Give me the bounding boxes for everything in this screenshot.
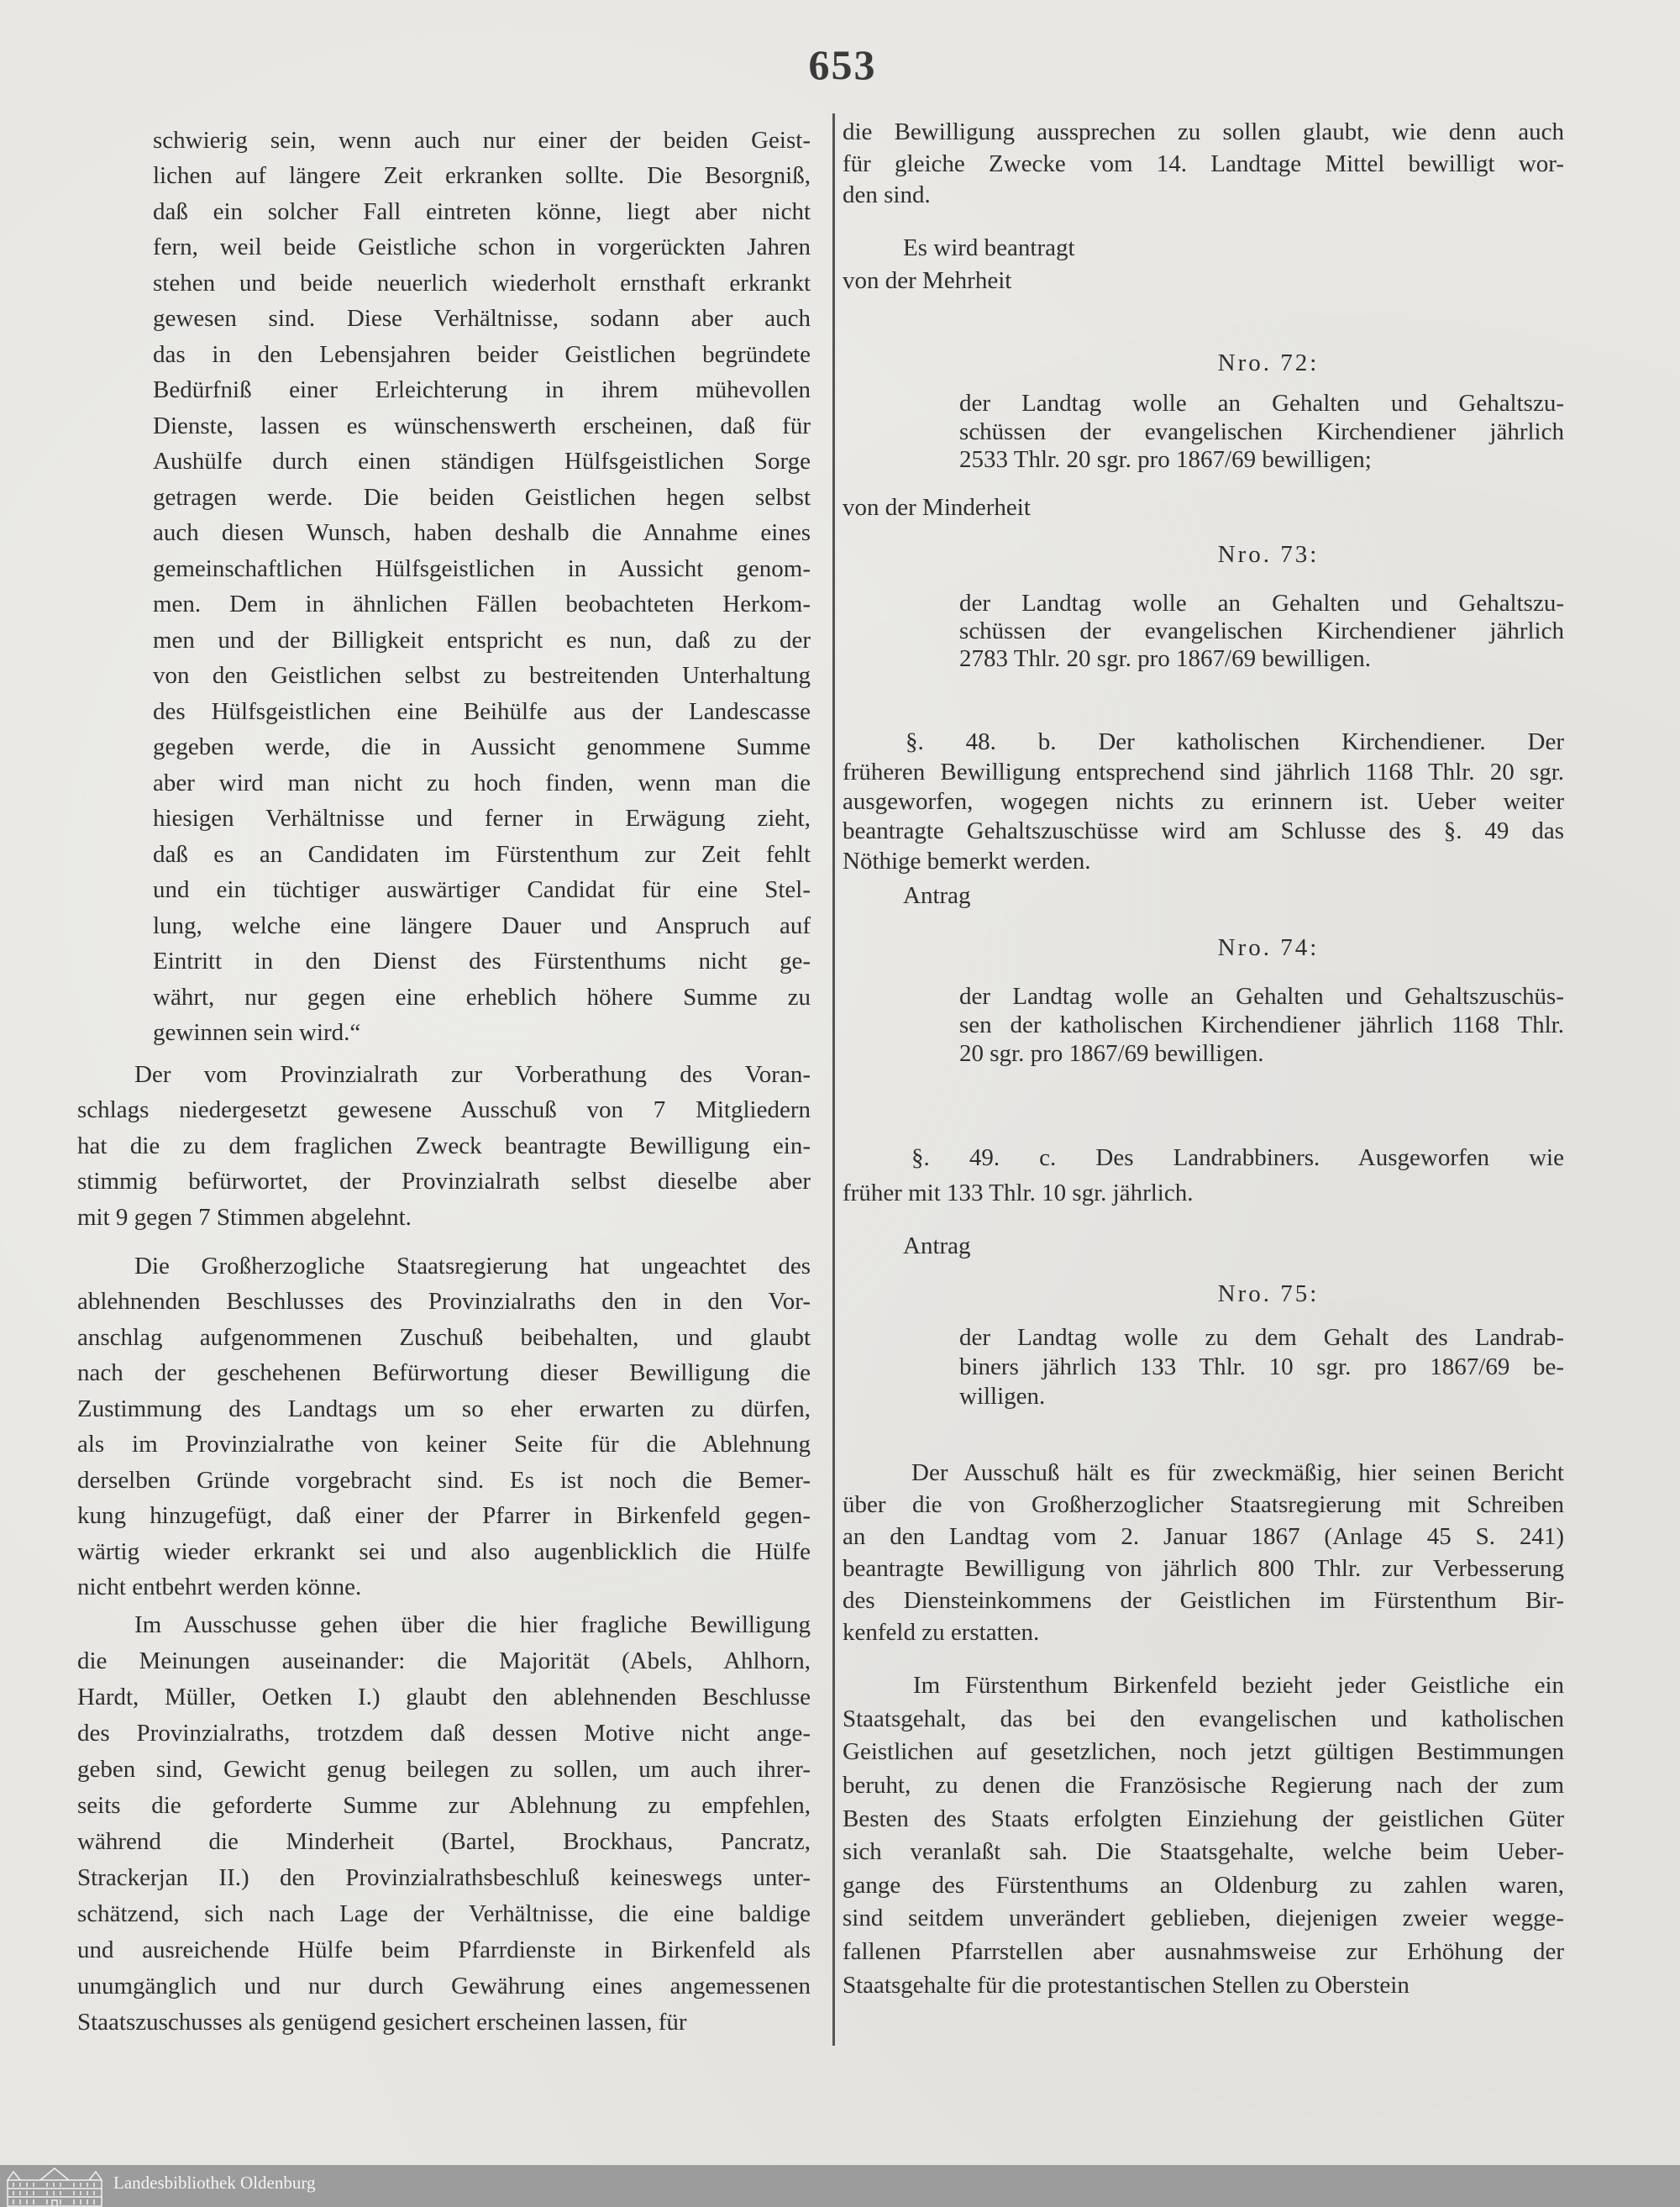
- section-label: [843, 265, 1431, 297]
- text-line: men und der Billigkeit entspricht es nun, daß zu der: [153, 626, 811, 654]
- motion-text: [959, 982, 1564, 1068]
- text-line: gange des Fürstenthums an Oldenburg zu zahlen waren,: [843, 1871, 1564, 1899]
- text-line: Staatsgehalte für die protestantischen Stellen zu Oberstein: [843, 1971, 1410, 1999]
- text-line: stehen und beide neuerlich wiederholt ernsthaft erkrankt: [153, 269, 811, 297]
- text-line: Strackerjan II.) den Provinzialrathsbeschluß keineswegs unter-: [77, 1863, 811, 1891]
- page-number: 653: [808, 41, 877, 88]
- text-line: Aushülfe durch einen ständigen Hülfsgeistlichen Sorge: [153, 448, 811, 476]
- text-line: des Hülfsgeistlichen eine Beihülfe aus der Landescasse: [153, 697, 811, 725]
- text-line: Staatsgehalt, das bei den evangelischen und katholischen: [843, 1705, 1564, 1732]
- text-line: während die Minderheit (Bartel, Brockhaus, Pancratz,: [77, 1827, 811, 1855]
- text-line: biners jährlich 133 Thlr. 10 sgr. pro 1867/69 be-: [959, 1353, 1564, 1380]
- paragraph: [77, 1248, 811, 1605]
- text-line: Antrag: [903, 882, 971, 909]
- text-line: aber wird man nicht zu hoch finden, wenn man die: [153, 769, 811, 796]
- text-line: geben sind, Gewicht genug beilegen zu sollen, um auch ihrer-: [77, 1755, 811, 1783]
- text-line: nach der geschehenen Befürwortung dieser Bewilligung die: [77, 1359, 811, 1387]
- text-line: Es wird beantragt: [903, 234, 1075, 261]
- text-line: ausgeworfen, wogegen nichts zu erinnern ist. Ueber weiter: [843, 787, 1564, 815]
- text-line: schüssen der evangelischen Kirchendiener jährlich: [959, 418, 1564, 445]
- text-line: Geistlichen auf gesetzlichen, noch jetzt gültigen Bestimmungen: [843, 1738, 1564, 1766]
- text-line: Hardt, Müller, Oetken I.) glaubt den ablehnenden Beschlusse: [77, 1683, 811, 1710]
- motion-number: [1159, 347, 1378, 379]
- text-line: von der Mehrheit: [843, 267, 1012, 294]
- text-line: beruht, zu denen die Französische Regierung nach der zum: [843, 1771, 1564, 1799]
- text-line: unumgänglich und nur durch Gewährung eines angemessenen: [77, 1972, 811, 1999]
- text-line: das in den Lebensjahren beider Geistlichen begründete: [153, 340, 811, 368]
- text-line: Eintritt in den Dienst des Fürstenthums nicht ge-: [153, 948, 811, 975]
- paragraph: [843, 1457, 1564, 1648]
- text-line: Nro. 75:: [1217, 1280, 1320, 1307]
- text-line: Nro. 72:: [1217, 349, 1320, 376]
- text-line: ablehnenden Beschlusses des Provinzialraths den in den Vor-: [77, 1288, 811, 1316]
- text-line: hat die zu dem fraglichen Zweck beantragte Bewilligung ein-: [77, 1132, 811, 1159]
- text-line: Die Großherzogliche Staatsregierung hat ungeachtet des: [134, 1252, 811, 1280]
- text-line: fallenen Pfarrstellen aber ausnahmsweise zur Erhöhung der: [843, 1937, 1564, 1965]
- text-line: beantragte Bewilligung von jährlich 800 Thlr. zur Verbesserung: [843, 1555, 1564, 1582]
- text-line: getragen werde. Die beiden Geistlichen hegen selbst: [153, 483, 811, 511]
- text-line: schätzend, sich nach Lage der Verhältnisse, die eine baldige: [77, 1900, 811, 1927]
- text-line: von den Geistlichen selbst zu bestreitenden Unterhaltung: [153, 662, 811, 690]
- text-line: lung, welche eine längere Dauer und Anspruch auf: [153, 912, 811, 939]
- paragraph: [843, 117, 1564, 212]
- text-line: §. 48. b. Der katholischen Kirchendiener. Der: [906, 728, 1564, 756]
- text-line: sen der katholischen Kirchendiener jährlich 1168 Thlr.: [959, 1012, 1564, 1038]
- text-line: Der vom Provinzialrath zur Vorberathung des Voran-: [134, 1060, 811, 1088]
- text-line: an den Landtag vom 2. Januar 1867 (Anlage 45 S. 241): [843, 1523, 1564, 1550]
- paragraph: [77, 1607, 811, 2041]
- text-line: kenfeld zu erstatten.: [843, 1619, 1040, 1646]
- motion-text: [959, 390, 1564, 475]
- section-label: [903, 1230, 1239, 1262]
- text-line: den sind.: [843, 181, 931, 209]
- text-line: auch diesen Wunsch, haben deshalb die Annahme eines: [153, 519, 811, 547]
- text-line: die Bewilligung aussprechen zu sollen glaubt, wie denn auch: [843, 118, 1564, 146]
- text-line: Staatszuschusses als genügend gesichert erscheinen lassen, für: [77, 2008, 687, 2036]
- text-line: früher mit 133 Thlr. 10 sgr. jährlich.: [843, 1180, 1194, 1206]
- quoted-paragraph: [153, 123, 811, 1051]
- text-line: Besten des Staats erfolgten Einziehung der geistlichen Güter: [843, 1805, 1564, 1832]
- text-line: gewesen sind. Diese Verhältnisse, sodann aber auch: [153, 305, 811, 333]
- text-line: Bedürfniß einer Erleichterung in ihrem mühevollen: [153, 376, 811, 404]
- column-divider: [832, 113, 835, 2046]
- text-line: 20 sgr. pro 1867/69 bewilligen.: [959, 1040, 1264, 1067]
- text-line: schlags niedergesetzt gewesene Ausschuß von 7 Mitgliedern: [77, 1096, 811, 1124]
- section-label: [903, 232, 1491, 264]
- paragraph: [843, 1140, 1564, 1211]
- text-line: schüssen der evangelischen Kirchendiener jährlich: [959, 617, 1564, 644]
- text-line: fern, weil beide Geistliche schon in vorgerückten Jahren: [153, 234, 811, 261]
- paragraph: [843, 1669, 1564, 2002]
- text-line: Der Ausschuß hält es für zweckmäßig, hier seinen Bericht: [911, 1459, 1564, 1486]
- text-line: kung hinzugefügt, daß einer der Pfarrer in Birkenfeld gegen-: [77, 1502, 811, 1530]
- text-line: die Meinungen auseinander: die Majorität (Abels, Ahlhorn,: [77, 1647, 811, 1674]
- text-line: Nöthige bemerkt werden.: [843, 847, 1091, 875]
- text-line: der Landtag wolle an Gehalten und Gehaltszuschüs-: [959, 983, 1564, 1010]
- text-line: mit 9 gegen 7 Stimmen abgelehnt.: [77, 1203, 412, 1231]
- text-line: daß ein solcher Fall eintreten könne, liegt aber nicht: [153, 197, 811, 225]
- section-label: [843, 491, 1431, 523]
- text-line: nicht entbehrt werden könne.: [77, 1574, 362, 1601]
- text-line: sind seitdem unverändert geblieben, diejenigen zweier wegge-: [843, 1905, 1564, 1932]
- text-line: lichen auf längere Zeit erkranken sollte. Die Besorgniß,: [153, 162, 811, 190]
- text-line: beantragte Gehaltszuschüsse wird am Schlusse des §. 49 das: [843, 817, 1564, 845]
- text-line: gewinnen sein wird.“: [153, 1019, 361, 1047]
- motion-text: [959, 1323, 1564, 1411]
- text-line: und ein tüchtiger auswärtiger Candidat für eine Stel-: [153, 876, 811, 904]
- text-line: men. Dem in ähnlichen Fällen beobachteten Herkom-: [153, 591, 811, 618]
- library-name: Landesbibliothek Oldenburg: [113, 2173, 316, 2193]
- text-line: früheren Bewilligung entsprechend sind jährlich 1168 Thlr. 20 sgr.: [843, 758, 1564, 786]
- text-line: wärtig wieder erkrankt sei und also augenblicklich die Hülfe: [77, 1537, 811, 1565]
- text-line: Im Ausschusse gehen über die hier fragliche Bewilligung: [134, 1611, 811, 1638]
- text-line: hiesigen Verhältnisse und ferner in Erwägung zieht,: [153, 805, 811, 833]
- library-footer-bar: [0, 2165, 1680, 2207]
- text-line: Dienste, lassen es wünschenswerth erscheinen, daß für: [153, 412, 811, 439]
- text-line: derselben Gründe vorgebracht sind. Es ist noch die Bemer-: [77, 1466, 811, 1494]
- text-line: §. 49. c. Des Landrabbiners. Ausgeworfen wie: [911, 1144, 1564, 1171]
- text-line: Im Fürstenthum Birkenfeld bezieht jeder Geistliche ein: [913, 1672, 1564, 1700]
- text-line: sich veranlaßt sah. Die Staatsgehalte, welche beim Ueber-: [843, 1838, 1564, 1866]
- motion-text: [959, 590, 1564, 673]
- text-line: über die von Großherzoglicher Staatsregierung mit Schreiben: [843, 1491, 1564, 1518]
- library-building-logo-icon: [5, 2167, 104, 2207]
- text-line: der Landtag wolle an Gehalten und Gehaltszu-: [959, 589, 1564, 617]
- paragraph: [77, 1057, 811, 1236]
- motion-number: [1159, 539, 1378, 570]
- text-line: der Landtag wolle zu dem Gehalt des Landrab-: [959, 1323, 1564, 1351]
- text-line: Nro. 73:: [1217, 541, 1320, 568]
- text-line: des Provinzialraths, trotzdem daß dessen Motive nicht ange-: [77, 1719, 811, 1747]
- text-line: gemeinschaftlichen Hülfsgeistlichen in Aussicht genom-: [153, 554, 811, 582]
- text-line: Nro. 74:: [1217, 934, 1320, 961]
- motion-number: [1159, 1278, 1378, 1310]
- text-line: als im Provinzialrathe von keiner Seite für die Ablehnung: [77, 1431, 811, 1458]
- motion-number: [1159, 932, 1378, 964]
- text-line: Antrag: [903, 1232, 971, 1259]
- text-line: daß es an Candidaten im Fürstenthum zur Zeit fehlt: [153, 840, 811, 868]
- text-line: willigen.: [959, 1382, 1046, 1410]
- text-line: 2533 Thlr. 20 sgr. pro 1867/69 bewilligen;: [959, 446, 1372, 474]
- text-line: für gleiche Zwecke vom 14. Landtage Mittel bewilligt wor-: [843, 150, 1564, 177]
- paragraph: [843, 728, 1564, 875]
- text-line: stimmig befürwortet, der Provinzialrath selbst dieselbe aber: [77, 1168, 811, 1195]
- text-line: seits die geforderte Summe zur Ablehnung zu empfehlen,: [77, 1791, 811, 1819]
- text-line: der Landtag wolle an Gehalten und Gehaltszu-: [959, 390, 1564, 418]
- text-line: von der Minderheit: [843, 494, 1031, 521]
- section-label: [903, 880, 1239, 912]
- text-line: Zustimmung des Landtags um so eher erwarten zu dürfen,: [77, 1395, 811, 1422]
- text-line: und ausreichende Hülfe beim Pfarrdienste in Birkenfeld als: [77, 1936, 811, 1963]
- text-line: schwierig sein, wenn auch nur einer der beiden Geist-: [153, 126, 811, 154]
- text-line: des Diensteinkommens der Geistlichen im Fürstenthum Bir-: [843, 1587, 1564, 1614]
- text-line: 2783 Thlr. 20 sgr. pro 1867/69 bewilligen.: [959, 644, 1372, 672]
- text-line: gegeben werde, die in Aussicht genommene Summe: [153, 733, 811, 761]
- text-line: anschlag aufgenommenen Zuschuß beibehalten, und glaubt: [77, 1323, 811, 1351]
- text-line: währt, nur gegen eine erheblich höhere Summe zu: [153, 983, 811, 1011]
